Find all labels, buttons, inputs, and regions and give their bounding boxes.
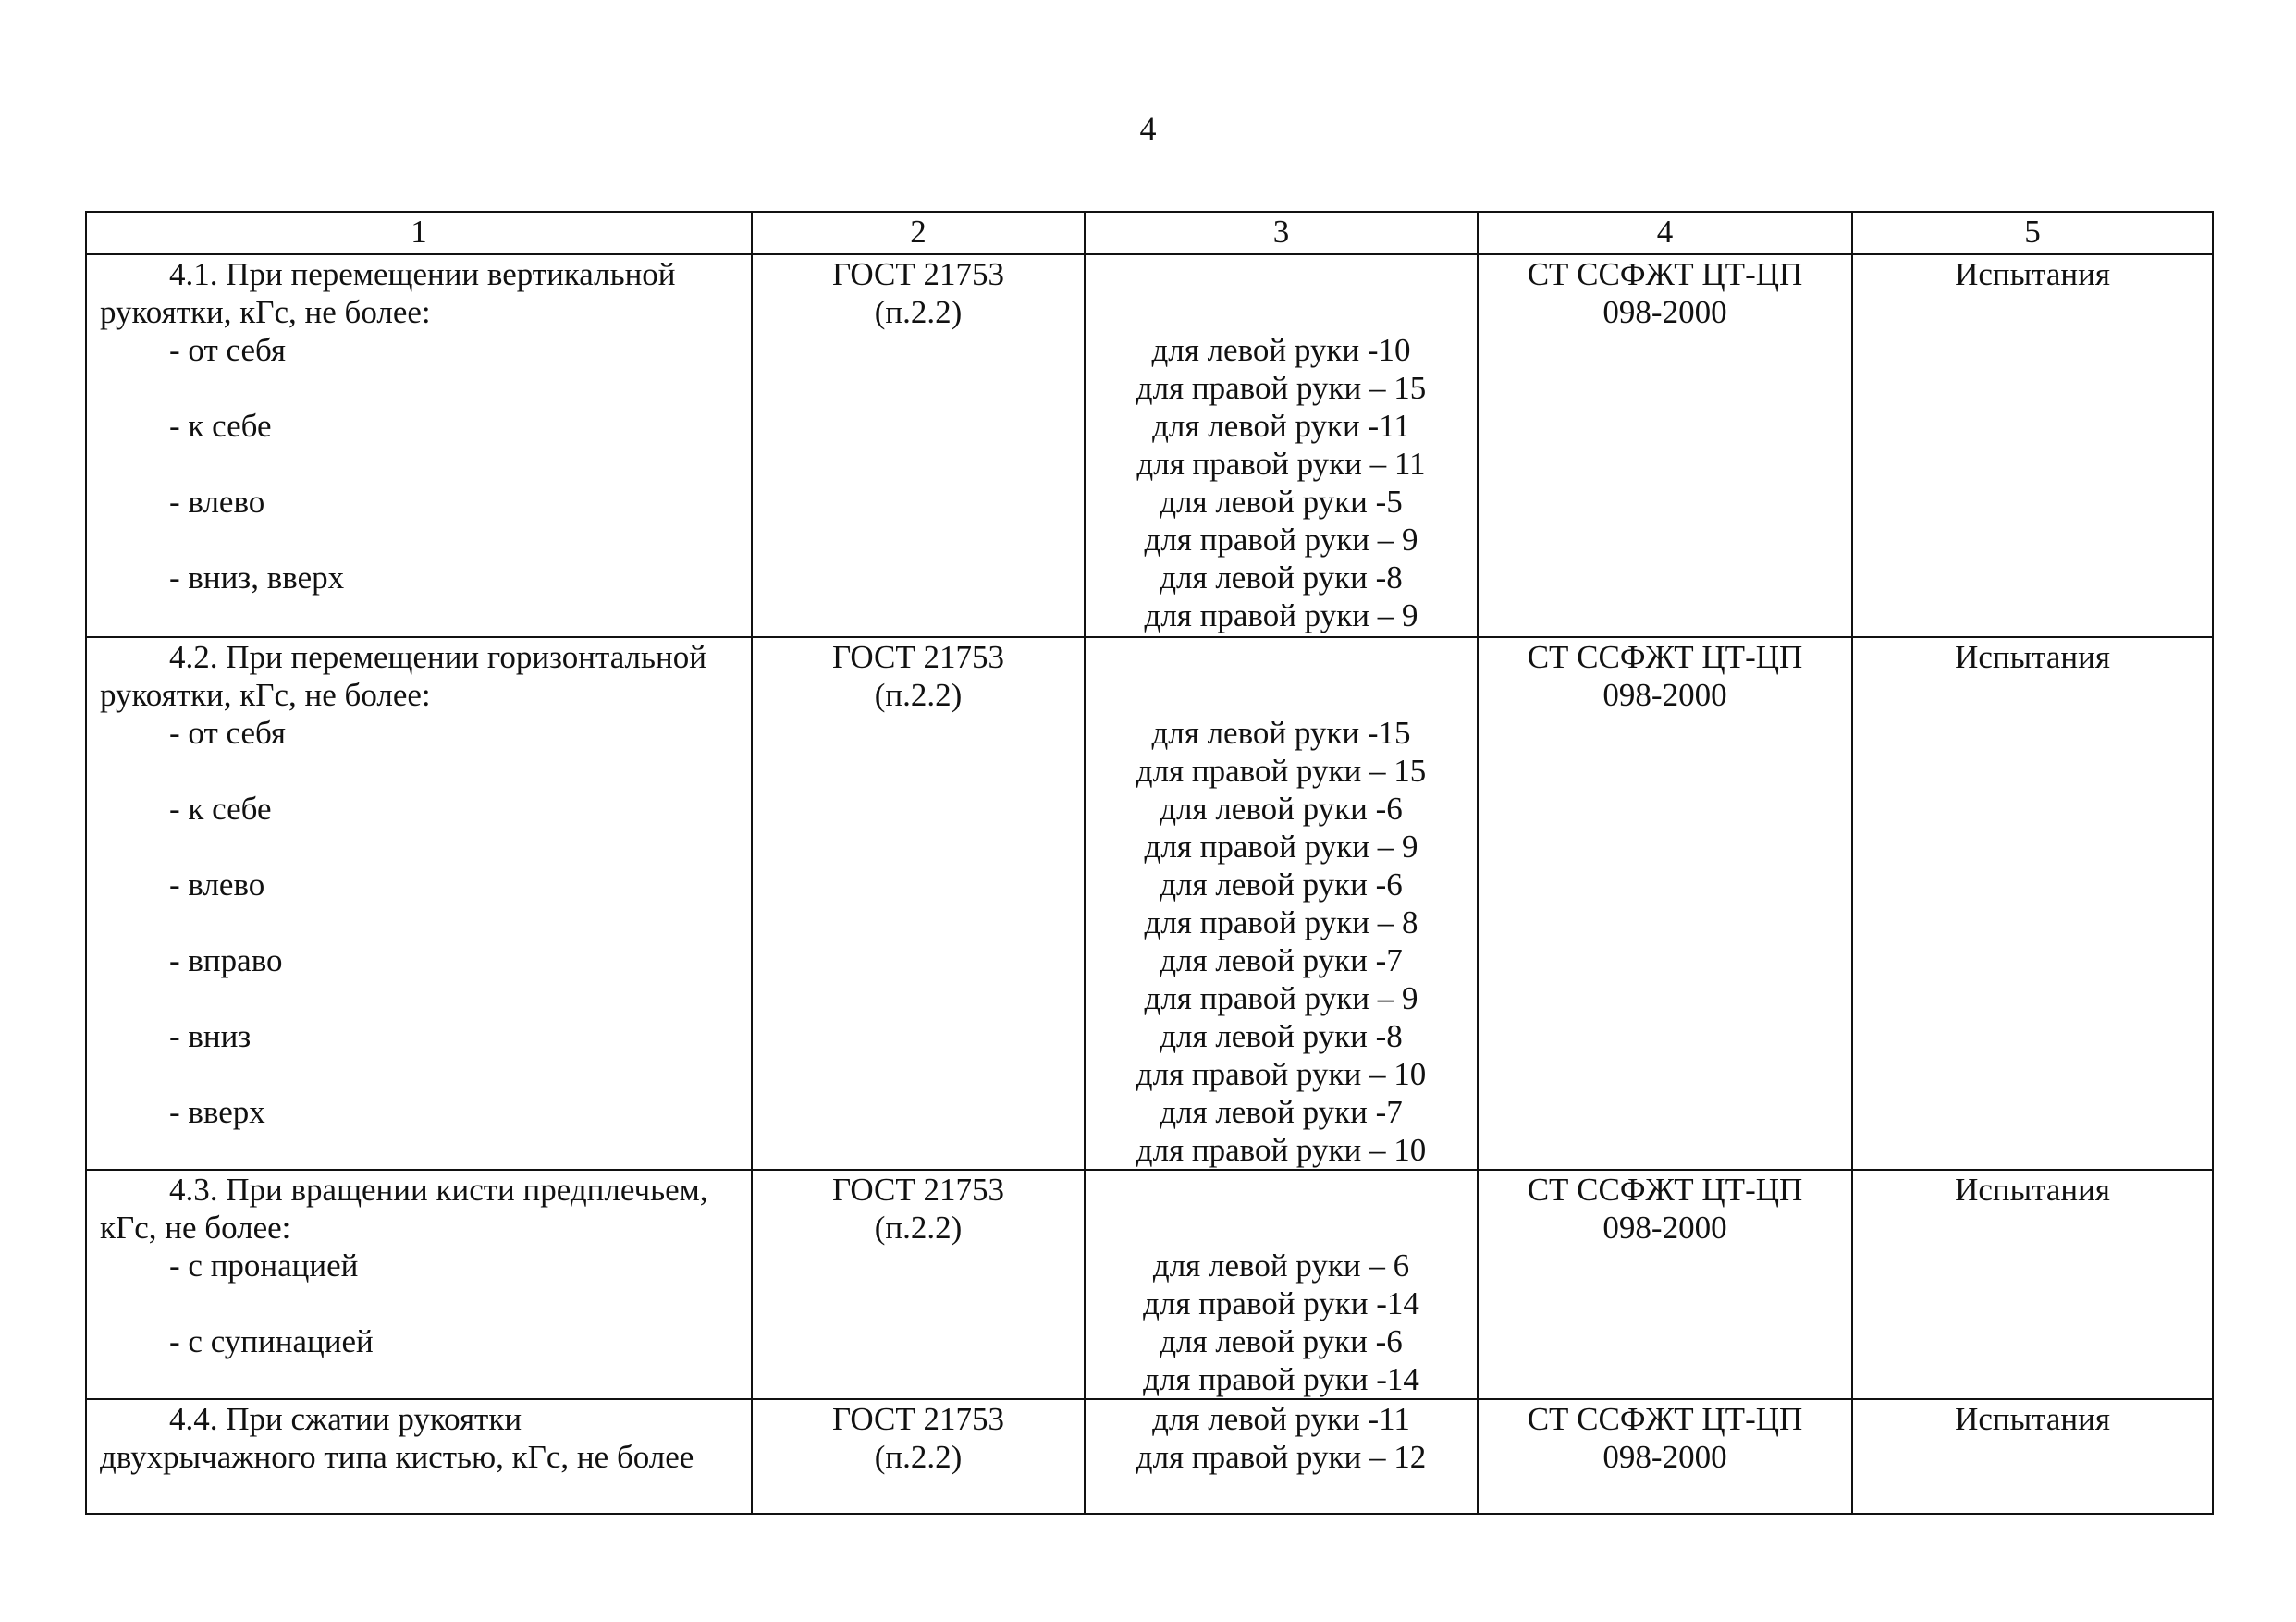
table-row xyxy=(86,1399,2213,1514)
requirements-table xyxy=(85,211,2214,1515)
value-item: для левой руки -8 xyxy=(1160,1018,1403,1054)
method-name: СТ ССФЖТ ЦТ-ЦП xyxy=(1527,1172,1803,1208)
standard-cell xyxy=(752,1170,1085,1399)
requirement-cell xyxy=(86,254,752,637)
standard-name: ГОСТ 21753 xyxy=(831,639,1005,675)
direction-item: - к себе xyxy=(169,408,272,444)
value-item: для правой руки – 12 xyxy=(1136,1439,1427,1475)
table-row xyxy=(86,254,2213,637)
method-name: СТ ССФЖТ ЦТ-ЦП xyxy=(1527,256,1803,292)
value-item: для левой руки -7 xyxy=(1160,1094,1403,1130)
value-item: для правой руки – 9 xyxy=(1144,597,1418,633)
value-item: для правой руки – 9 xyxy=(1144,980,1418,1016)
column-header: 3 xyxy=(1085,212,1478,254)
value-item: для правой руки – 9 xyxy=(1144,829,1418,865)
standard-name: ГОСТ 21753 xyxy=(831,1401,1005,1437)
standard-clause: (п.2.2) xyxy=(874,1210,963,1246)
requirement-cell xyxy=(86,637,752,1170)
column-header: 1 xyxy=(86,212,752,254)
value-item: для правой руки -14 xyxy=(1143,1361,1419,1397)
value-item: для левой руки -11 xyxy=(1152,1401,1410,1437)
table-row xyxy=(86,637,2213,1170)
value-item: для правой руки – 8 xyxy=(1144,904,1418,940)
standard-cell xyxy=(752,254,1085,637)
direction-item: - с супинацией xyxy=(169,1323,374,1359)
value-cell xyxy=(1085,254,1478,637)
value-item: для левой руки -10 xyxy=(1151,332,1411,368)
direction-item: - вниз, вверх xyxy=(169,559,345,596)
method-cell xyxy=(1478,1399,1852,1514)
value-item: для левой руки -11 xyxy=(1152,408,1410,444)
control-type: Испытания xyxy=(1955,1401,2110,1437)
method-number: 098-2000 xyxy=(1602,1439,1727,1475)
control-type-cell xyxy=(1852,1170,2213,1399)
column-header: 5 xyxy=(1852,212,2213,254)
standard-cell xyxy=(752,637,1085,1170)
value-cell xyxy=(1085,637,1478,1170)
direction-item: - с пронацией xyxy=(169,1247,359,1284)
table-row xyxy=(86,1170,2213,1399)
standard-clause: (п.2.2) xyxy=(874,1439,963,1475)
page-number: 4 xyxy=(1139,110,1157,147)
value-item: для левой руки – 6 xyxy=(1152,1247,1410,1284)
method-name: СТ ССФЖТ ЦТ-ЦП xyxy=(1527,639,1803,675)
requirement-title: кГс, не более: xyxy=(100,1210,291,1246)
method-number: 098-2000 xyxy=(1602,677,1727,713)
control-type-cell xyxy=(1852,254,2213,637)
value-item: для правой руки -14 xyxy=(1143,1285,1419,1321)
control-type: Испытания xyxy=(1955,639,2110,675)
requirement-title: 4.1. При перемещении вертикальной xyxy=(169,256,676,292)
method-cell xyxy=(1478,637,1852,1170)
control-type-cell xyxy=(1852,1399,2213,1514)
standard-clause: (п.2.2) xyxy=(874,677,963,713)
direction-item: - от себя xyxy=(169,332,287,368)
direction-item: - к себе xyxy=(169,791,272,827)
requirement-title: 4.3. При вращении кисти предплечьем, xyxy=(169,1172,708,1208)
value-item: для правой руки – 11 xyxy=(1136,446,1426,482)
standard-cell xyxy=(752,1399,1085,1514)
standard-name: ГОСТ 21753 xyxy=(831,1172,1005,1208)
value-item: для левой руки -6 xyxy=(1160,866,1403,903)
standard-name: ГОСТ 21753 xyxy=(831,256,1005,292)
direction-item: - вверх xyxy=(169,1094,265,1130)
standard-clause: (п.2.2) xyxy=(874,294,963,330)
method-cell xyxy=(1478,1170,1852,1399)
direction-item: - от себя xyxy=(169,715,287,751)
value-item: для правой руки – 9 xyxy=(1144,522,1418,558)
method-number: 098-2000 xyxy=(1602,294,1727,330)
value-item: для левой руки -6 xyxy=(1160,1323,1403,1359)
value-cell xyxy=(1085,1399,1478,1514)
requirement-title: рукоятки, кГс, не более: xyxy=(100,294,431,330)
control-type-cell xyxy=(1852,637,2213,1170)
direction-item: - влево xyxy=(169,484,265,520)
control-type: Испытания xyxy=(1955,1172,2110,1208)
requirement-title: рукоятки, кГс, не более: xyxy=(100,677,431,713)
value-item: для левой руки -6 xyxy=(1160,791,1403,827)
requirement-title: двухрычажного типа кистью, кГс, не более xyxy=(100,1439,694,1475)
value-item: для правой руки – 15 xyxy=(1136,370,1427,406)
method-number: 098-2000 xyxy=(1602,1210,1727,1246)
direction-item: - вниз xyxy=(169,1018,252,1054)
column-header: 2 xyxy=(752,212,1085,254)
method-cell xyxy=(1478,254,1852,637)
requirement-title: 4.4. При сжатии рукоятки xyxy=(169,1401,522,1437)
direction-item: - вправо xyxy=(169,942,283,978)
direction-item: - влево xyxy=(169,866,265,903)
value-item: для правой руки – 15 xyxy=(1136,753,1427,789)
value-item: для левой руки -8 xyxy=(1160,559,1403,596)
value-item: для правой руки – 10 xyxy=(1136,1132,1427,1168)
table-header-row xyxy=(86,212,2213,254)
value-item: для левой руки -5 xyxy=(1160,484,1403,520)
requirement-title: 4.2. При перемещении горизонтальной xyxy=(169,639,706,675)
column-header: 4 xyxy=(1478,212,1852,254)
value-cell xyxy=(1085,1170,1478,1399)
value-item: для правой руки – 10 xyxy=(1136,1056,1427,1092)
method-name: СТ ССФЖТ ЦТ-ЦП xyxy=(1527,1401,1803,1437)
value-item: для левой руки -7 xyxy=(1160,942,1403,978)
requirement-cell xyxy=(86,1170,752,1399)
requirement-cell xyxy=(86,1399,752,1514)
control-type: Испытания xyxy=(1955,256,2110,292)
value-item: для левой руки -15 xyxy=(1151,715,1411,751)
